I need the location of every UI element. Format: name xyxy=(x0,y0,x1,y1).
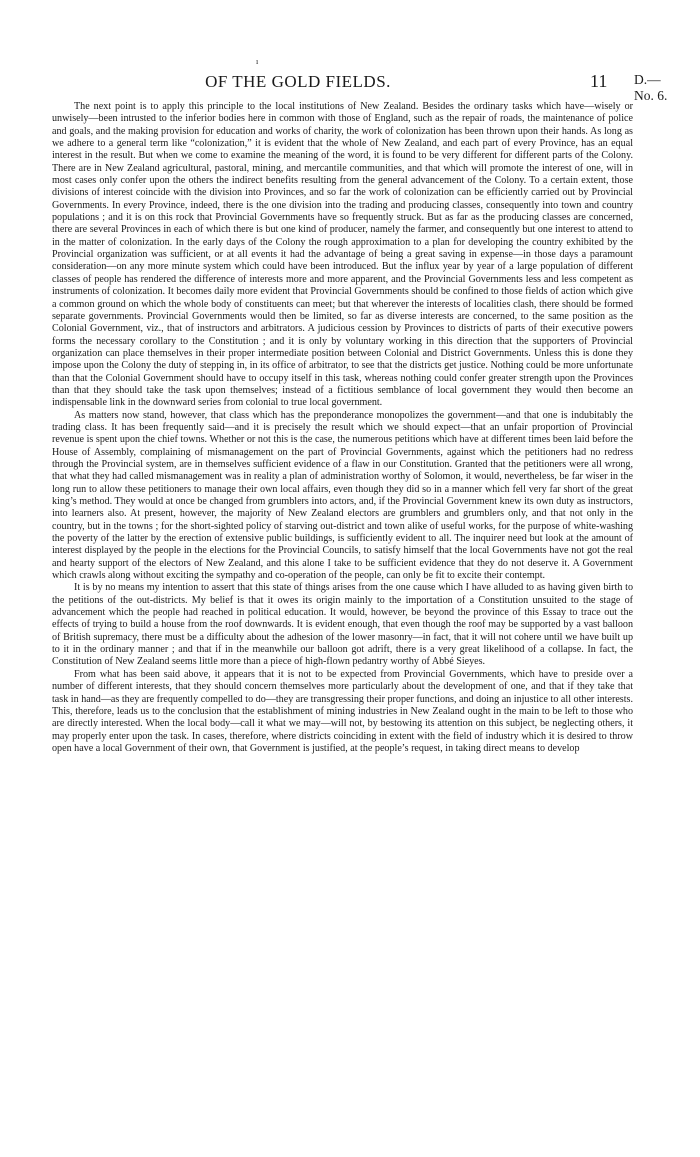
document-reference: D.—No. 6. xyxy=(634,72,668,103)
paragraph: It is by no means my intention to assert that this state of things arises from the one cause which I have alluded to as having given birth to the petitions of the out-districts. My belief is that it owes its origin mainly to the importation of a Constitution unsuited to the stage of advancement which the people had reached in political education. It would, however, be beyond the province of this Essay to trace out the effects of trying to build a house from the roof downwards. It is evident enough, that even though the roof may be supported by a vast balloon of British supremacy, there must be a difficulty about the adhesion of the lower masonry—in fact, that it will not cohere until we have built up to it in the ordinary manner ; and that if in the meanwhile our balloon got adrift, there is a very great likelihood of a collapse. In fact, the Constitution of New Zealand seems little more than a piece of high-flown pedantry worthy of Abbé Sieyes. xyxy=(52,582,633,668)
paragraph: From what has been said above, it appears that it is not to be expected from Provincial Governments, which have to preside over a number of different interests, that they should concern themselves more particularly about the development of one, and that if they take that task in hand—as they are frequently compelled to do—they are transgressing their proper functions, and doing an injustice to all other interests. This, therefore, leads us to the conclusion that the establishment of mining industries in New Zealand ought in the main to be left to those who are directly interested. When the local body—call it what we may—will not, by bestowing its attention on this subject, be neglecting others, it may properly enter upon the task. In cases, therefore, where districts coinciding in extent with the field of industry which it is desired to throw open have a local Government of their own, that Government is justified, at the people’s request, in taking direct means to develop xyxy=(52,668,633,754)
paragraph: As matters now stand, however, that class which has the preponderance monopolizes the government—and that one is indubitably the trading class. It has been frequently said—and it is precisely the result which we should expect—that an unfair proportion of Provincial revenue is spent upon the chief towns. Whether or not this is the case, the numerous petitions which have at different times been laid before the House of Assembly, complaining of mismanagement on the part of Provincial Governments, against which the petitioners had no redress through the Provincial system, are in themselves sufficient evidence of a flaw in our Constitution. Granted that the petitioners were all wrong, that what they had called mismanagement was in reality a plan of administration worthy of Solomon, it would, nevertheless, be far wiser in the long run to allow these petitioners to manage their own local affairs, even though they did so in a manner which fell very far short of the great king’s method. They would at once be changed from grumblers into actors, and, if the Provincial Government knew its own duty as instructors, into learners also. At present, however, the majority of New Zealand electors are grumblers and grumblers only, and that not only in the country, but in the towns ; for the short-sighted policy of starving out-district and town alike of useful works, for the purpose of white-washing the poverty of the latter by the erection of extensive public buildings, is sufficiently evident to all. The inquirer need but look at the amount of interest displayed by the people in the elections for the Provincial Councils, to satisfy himself that the local Governments have not got the real and hearty support of the electors of New Zealand, and this alone I take to be sufficient evidence that they do not deserve it. A Government which crawls along without exciting the sympathy and co-operation of the people, can only be fit to excite their contempt. xyxy=(52,409,633,582)
page-mark: ı xyxy=(256,57,259,66)
paragraph: The next point is to apply this principle to the local institutions of New Zealand. Besides the ordinary tasks which have—wisely or unwisely—been intrusted to the inferior bodies here in common with those of England, such as the repair of roads, the maintenance of police and goals, and the making provision for education and works of charity, the work of colonization has been thrown upon their hands. As long as we adhere to a general term like “colonization,” it is evident that the whole of New Zealand, and each part of every Province, has an equal interest in the result. But when we come to examine the meaning of the word, it is found to be very different for different parts of the Colony. There are in New Zealand agricultural, pastoral, mining, and mercantile communities, and that which will promote the interest of one, will in most cases only confer upon the others the indirect benefits resulting from the general advancement of the Colony. To a certain extent, those divisions of interest coincide with the division into Provinces, and so far the work of colonization can be efficiently carried out by Provincial Governments. In every Province, indeed, there is the one division into the trading and producing classes, consequently into town and country populations ; and it is on this rock that Provincial Governments have so frequently struck. But as far as the producing classes are concerned, there are several Provinces in each of which there is but one kind of producer, namely the farmer, and consequently but one interest to attend to in the matter of colonization. In the early days of the Colony the rough approximation to a plan for developing the country exhibited by the Provincial organization was sufficient, or at all events it had the advantage of being a great saving in expense—in those days a paramount consideration—on any more minute system which could have been introduced. But the influx year by year of a large population of different classes of people has rendered the difference of interests more and more apparent, and the Provincial Governments less and less competent as instruments of colonization. It becomes daily more evident that Provincial Governments should be confined to those fields of action which give a common ground on which the whole body of constituents can meet; but that wherever the interests of localities clash, there should be formed separate governments. Provincial Governments would then be limited, so far as diverse interests are concerned, to the same position as the Colonial Government, viz., that of instructors and arbitrators. A judicious cession by Provinces to districts of parts of their executive powers forms the necessary corollary to the Constitution ; and it is only by voluntary working in this direction that the supporters of Provincial organization can place themselves in their proper intermediate position between Colonial and District Governments. Unless this is done they impose upon the Colony the duty of stepping in, in its office of arbitrator, to see that the districts get justice. Nothing could be more unfortunate than that the Colonial Government should have to occupy itself in this task, whereas nothing could confer greater strength upon the Provinces than that they should take the task upon themselves; instead of a fictitious semblance of local government they would then become an indispensable link in the downward series from colonial to true local government. xyxy=(52,101,633,409)
page-header xyxy=(30,66,680,103)
page-number: 11 xyxy=(590,71,608,91)
body-text xyxy=(52,101,633,755)
running-title: OF THE GOLD FIELDS. xyxy=(205,72,391,91)
